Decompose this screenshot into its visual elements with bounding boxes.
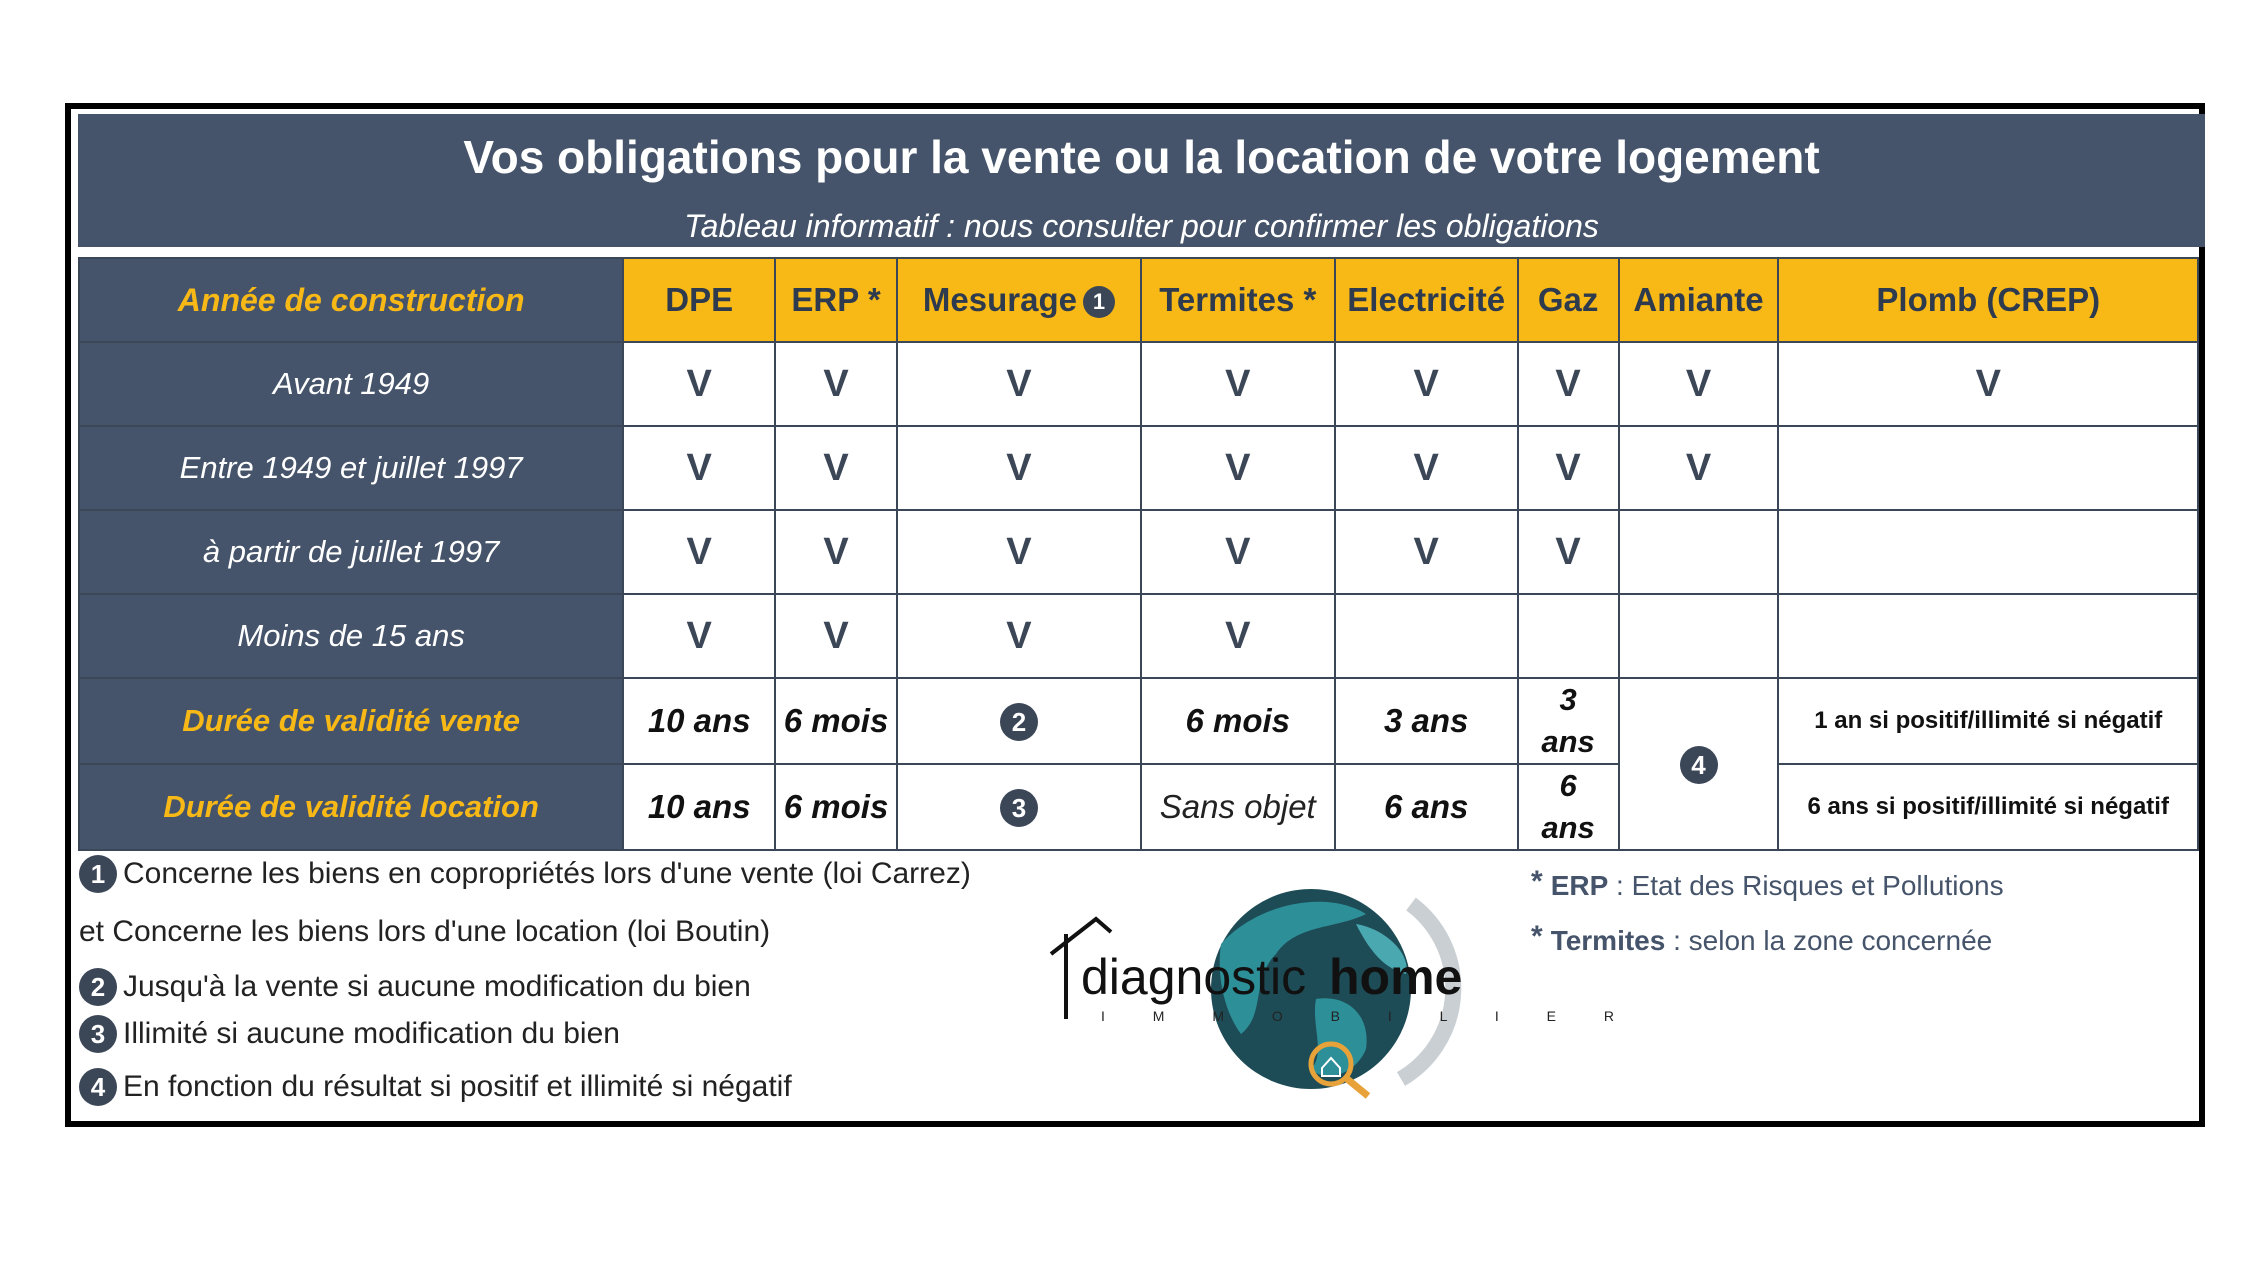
table-row xyxy=(79,426,2198,510)
validity-amiante xyxy=(1619,678,1779,850)
table-row xyxy=(79,342,2198,426)
validity-mesurage xyxy=(897,678,1141,764)
row-label: Avant 1949 xyxy=(79,342,623,426)
check-cell xyxy=(1778,510,2198,594)
validity-gaz-unit: ans xyxy=(1541,724,1595,759)
validity-rent-row xyxy=(79,764,2198,850)
footnote-badge-3: 3 xyxy=(1000,789,1038,827)
footnote-1-continued xyxy=(79,915,770,949)
footnote-text: Jusqu'à la vente si aucune modification du bien xyxy=(123,970,751,1003)
footnote-4 xyxy=(79,1068,792,1106)
check-cell: V xyxy=(623,594,775,678)
check-cell: V xyxy=(1335,510,1518,594)
header-amiante: Amiante xyxy=(1619,258,1779,342)
row-label: Moins de 15 ans xyxy=(79,594,623,678)
validity-sale-row xyxy=(79,678,2198,764)
table-row xyxy=(79,594,2198,678)
validity-erp: 6 mois xyxy=(775,764,897,850)
validity-gaz-unit: ans xyxy=(1541,810,1595,845)
validity-gaz-number: 6 xyxy=(1559,768,1577,803)
footnote-badge: 1 xyxy=(79,855,117,893)
check-cell: V xyxy=(897,594,1141,678)
header-gaz: Gaz xyxy=(1518,258,1619,342)
table-subtitle: Tableau informatif : nous consulter pour confirmer les obligations xyxy=(78,199,2205,247)
header-erp: ERP * xyxy=(775,258,897,342)
validity-gaz xyxy=(1518,764,1619,850)
validity-electricite: 6 ans xyxy=(1335,764,1518,850)
check-cell: V xyxy=(623,342,775,426)
check-cell: V xyxy=(623,510,775,594)
document-frame xyxy=(65,103,2205,1127)
asterisk: * xyxy=(1531,920,1543,953)
check-cell: V xyxy=(775,594,897,678)
footnote-2 xyxy=(79,968,751,1006)
footnote-badge: 4 xyxy=(79,1068,117,1106)
check-cell xyxy=(1518,594,1619,678)
header-row xyxy=(79,258,2198,342)
row-label: à partir de juillet 1997 xyxy=(79,510,623,594)
validity-electricite: 3 ans xyxy=(1335,678,1518,764)
check-cell xyxy=(1778,594,2198,678)
check-cell: V xyxy=(623,426,775,510)
check-cell: V xyxy=(1518,342,1619,426)
legend-text: : selon la zone concernée xyxy=(1665,925,1993,956)
check-cell: V xyxy=(775,342,897,426)
legend-term: ERP xyxy=(1550,870,1609,901)
table-title: Vos obligations pour la vente ou la location de votre logement xyxy=(78,114,2205,199)
footnote-badge-2: 2 xyxy=(1000,703,1038,741)
check-cell: V xyxy=(897,426,1141,510)
validity-plomb: 1 an si positif/illimité si négatif xyxy=(1778,678,2198,764)
footnote-badge-4: 4 xyxy=(1680,746,1718,784)
footnote-3 xyxy=(79,1015,620,1053)
logo-word-home: home xyxy=(1329,949,1463,1005)
legend-text: : Etat des Risques et Pollutions xyxy=(1608,870,2004,901)
row-label-validity-sale: Durée de validité vente xyxy=(79,678,623,764)
check-cell: V xyxy=(1518,510,1619,594)
header-termites: Termites * xyxy=(1141,258,1335,342)
check-cell xyxy=(1619,510,1779,594)
logo-tagline: I M M O B I L I E R xyxy=(1101,1008,1636,1024)
footnote-badge: 2 xyxy=(79,968,117,1006)
footnote-text: et Concerne les biens lors d'une location (loi Boutin) xyxy=(79,915,771,948)
check-cell: V xyxy=(1619,342,1779,426)
header-electricite: Electricité xyxy=(1335,258,1518,342)
header-construction-year: Année de construction xyxy=(79,258,623,342)
obligations-table xyxy=(78,257,2199,851)
header-dpe: DPE xyxy=(623,258,775,342)
check-cell xyxy=(1778,426,2198,510)
legend-term: Termites xyxy=(1550,925,1666,956)
logo-word-diagnostic: diagnostic xyxy=(1081,949,1307,1005)
check-cell: V xyxy=(1141,426,1335,510)
validity-termites: Sans objet xyxy=(1141,764,1335,850)
check-cell: V xyxy=(1518,426,1619,510)
table-row xyxy=(79,510,2198,594)
legend-item-erp xyxy=(1531,865,2004,902)
check-cell: V xyxy=(1335,342,1518,426)
footnote-badge-1: 1 xyxy=(1083,286,1115,318)
check-cell: V xyxy=(1778,342,2198,426)
check-cell: V xyxy=(1619,426,1779,510)
check-cell: V xyxy=(897,342,1141,426)
validity-mesurage xyxy=(897,764,1141,850)
check-cell: V xyxy=(1141,594,1335,678)
check-cell: V xyxy=(1335,426,1518,510)
check-cell: V xyxy=(897,510,1141,594)
row-label-validity-rent: Durée de validité location xyxy=(79,764,623,850)
validity-erp: 6 mois xyxy=(775,678,897,764)
validity-gaz xyxy=(1518,678,1619,764)
check-cell xyxy=(1619,594,1779,678)
footnote-text: Concerne les biens en copropriétés lors d'une vente (loi Carrez) xyxy=(123,857,971,890)
check-cell xyxy=(1335,594,1518,678)
validity-termites: 6 mois xyxy=(1141,678,1335,764)
validity-dpe: 10 ans xyxy=(623,764,775,850)
header-mesurage xyxy=(897,258,1141,342)
asterisk: * xyxy=(1531,865,1543,898)
footnote-1 xyxy=(79,855,971,893)
row-label: Entre 1949 et juillet 1997 xyxy=(79,426,623,510)
check-cell: V xyxy=(1141,342,1335,426)
validity-plomb: 6 ans si positif/illimité si négatif xyxy=(1778,764,2198,850)
footnote-badge: 3 xyxy=(79,1015,117,1053)
header-mesurage-label: Mesurage xyxy=(922,281,1077,318)
footnote-text: En fonction du résultat si positif et illimité si négatif xyxy=(123,1070,792,1103)
validity-gaz-number: 3 xyxy=(1559,682,1577,717)
validity-dpe: 10 ans xyxy=(623,678,775,764)
check-cell: V xyxy=(1141,510,1335,594)
footnote-text: Illimité si aucune modification du bien xyxy=(123,1017,620,1050)
check-cell: V xyxy=(775,426,897,510)
header-plomb: Plomb (CREP) xyxy=(1778,258,2198,342)
check-cell: V xyxy=(775,510,897,594)
legend-item-termites xyxy=(1531,920,1992,957)
